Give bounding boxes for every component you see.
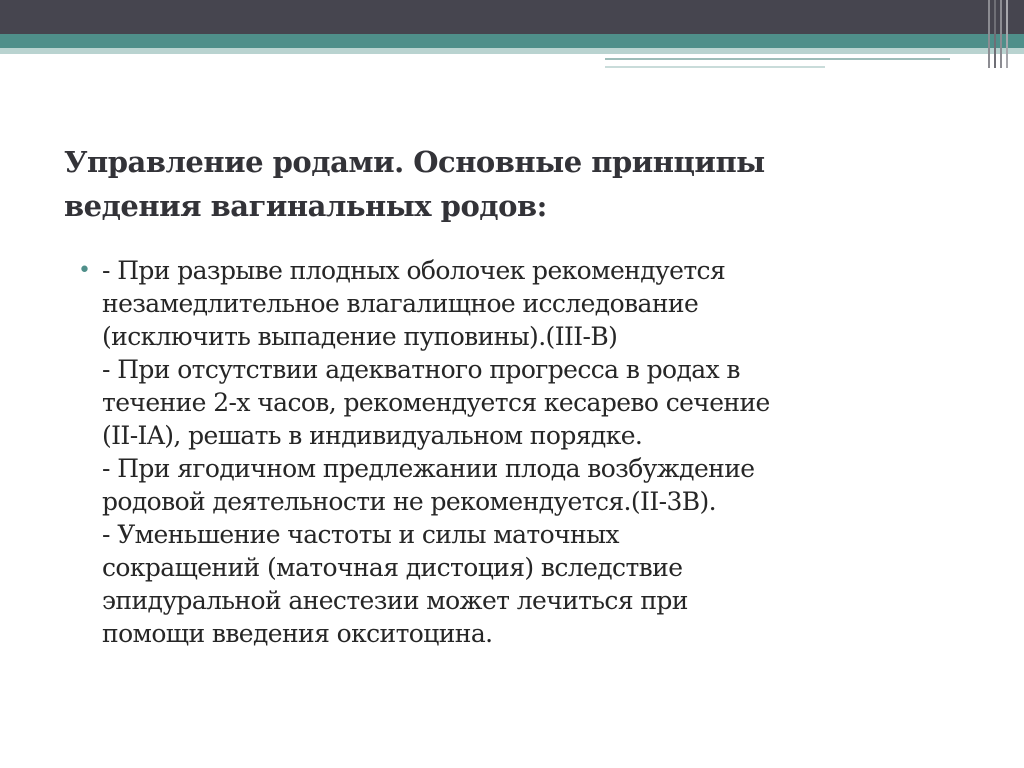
- title-line: ведения вагинальных родов:: [64, 189, 547, 223]
- bullet-text: [102, 254, 962, 650]
- decorative-line: [605, 58, 950, 60]
- body-line: - При ягодичном предлежании плода возбуждение: [102, 454, 755, 483]
- body-line: (II-IA), решать в индивидуальном порядке.: [102, 421, 643, 450]
- body-line: помощи введения окситоцина.: [102, 619, 493, 648]
- body-line: - При разрыве плодных оболочек рекомендуется: [102, 256, 726, 285]
- body-line: незамедлительное влагалищное исследование: [102, 289, 699, 318]
- header-dark-band: [0, 0, 1024, 34]
- header-light-band: [0, 48, 1024, 54]
- body-line: - Уменьшение частоты и силы маточных: [102, 520, 619, 549]
- corner-stripes-decoration: [988, 0, 1010, 68]
- bullet-icon: •: [78, 258, 91, 283]
- slide-title: [64, 140, 944, 228]
- header-teal-band: [0, 34, 1024, 48]
- decorative-line: [605, 66, 825, 68]
- body-line: сокращений (маточная дистоция) вследствие: [102, 553, 683, 582]
- body-line: (исключить выпадение пуповины).(III-B): [102, 322, 618, 351]
- body-line: родовой деятельности не рекомендуется.(II-3B).: [102, 487, 717, 516]
- body-line: - При отсутствии адекватного прогресса в родах в: [102, 355, 740, 384]
- body-line: течение 2-х часов, рекомендуется кесарево сечение: [102, 388, 770, 417]
- body-line: эпидуральной анестезии может лечиться при: [102, 586, 688, 615]
- title-line: Управление родами. Основные принципы: [64, 145, 765, 179]
